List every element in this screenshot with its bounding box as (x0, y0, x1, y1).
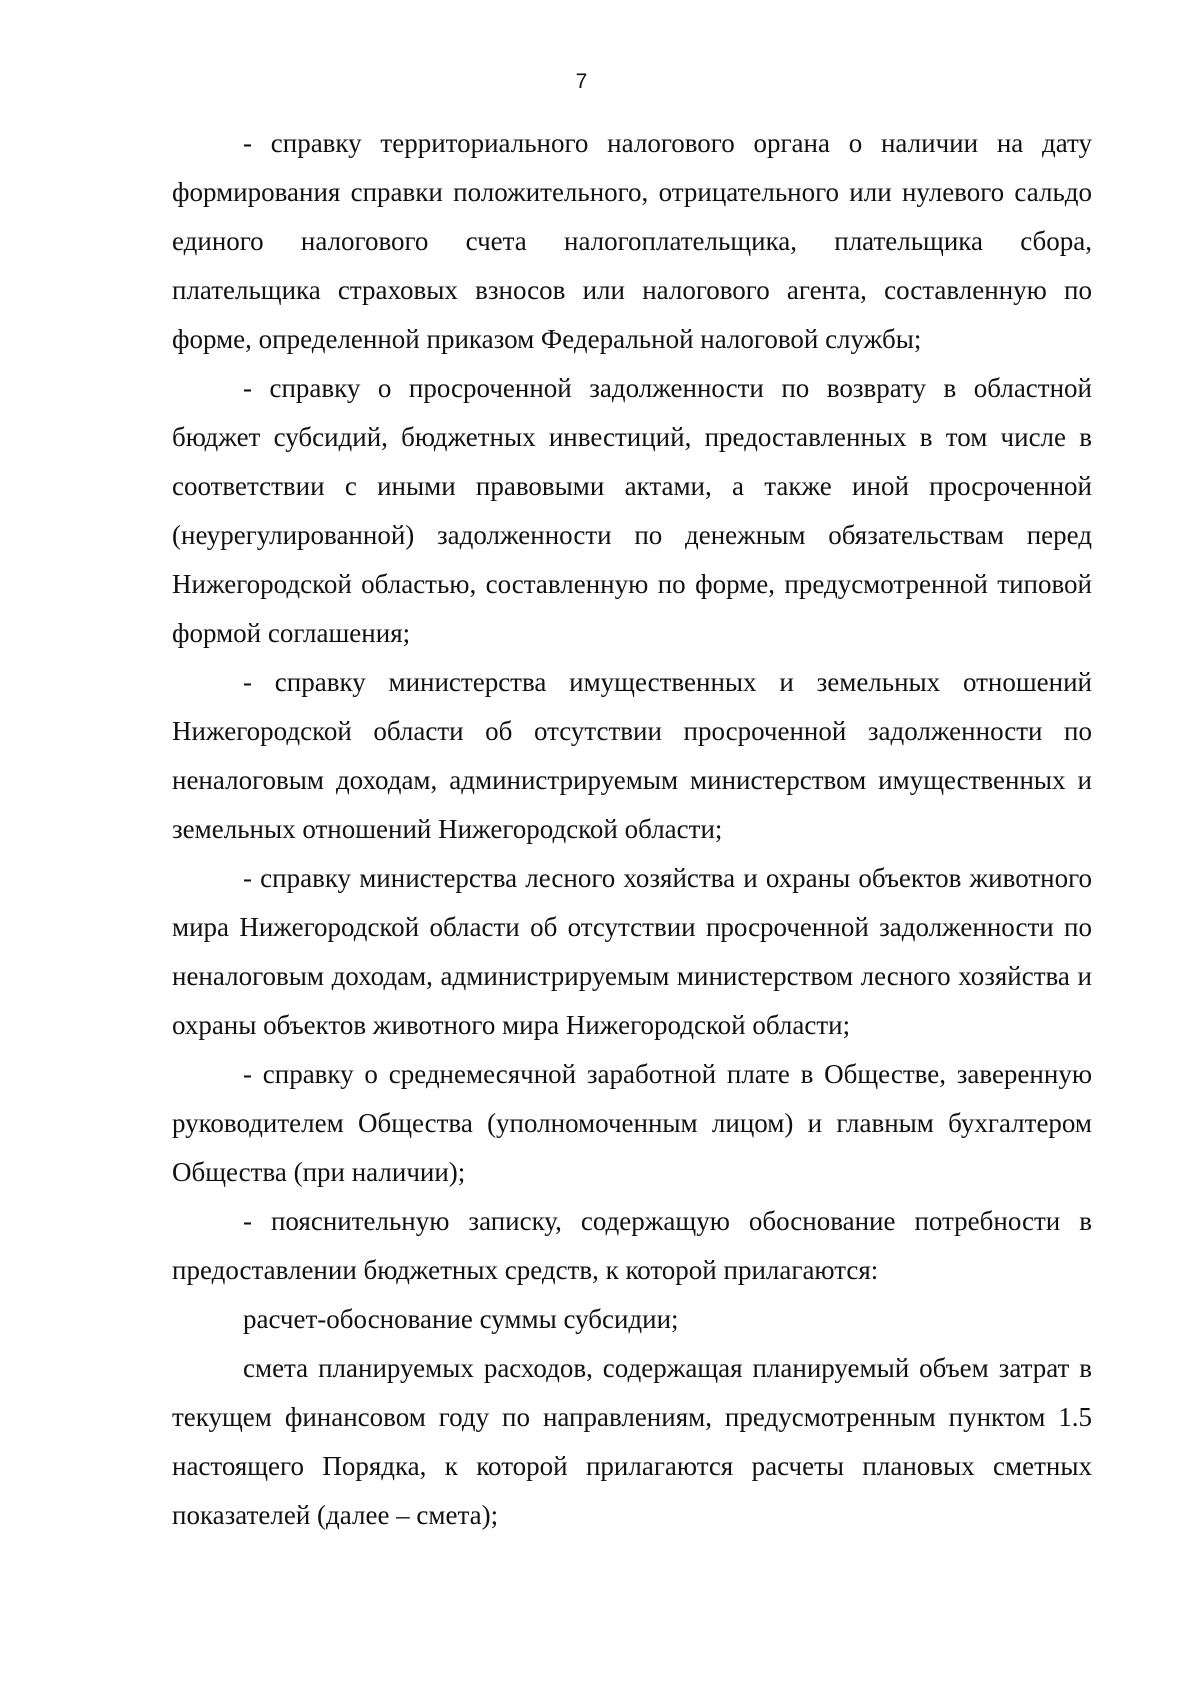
paragraph-explanatory-note: - пояснительную записку, содержащую обоснование потребности в предоставлении бюджетных средств, к которой прилагаются: (172, 1206, 1092, 1285)
paragraph-tax-certificate: - справку территориального налогового органа о наличии на дату формирования справки положительного, отрицательного или нулевого сальдо единого налогового счета налогоплательщика, плательщика сбора, плательщика страховых взносов или налогового агента, составленную по форме, определенной приказом Федеральной налоговой службы; (172, 128, 1092, 354)
page-number: 7 (575, 70, 588, 93)
paragraph-overdue-debt-certificate: - справку о просроченной задолженности по возврату в областной бюджет субсидий, бюджетных инвестиций, предоставленных в том числе в соответствии с иными правовыми актами, а также иной просроченной (неурегулированной) задолженности по денежным обязательствам перед Нижегородской областью, составленную по форме, предусмотренной типовой формой соглашения; (172, 373, 1092, 648)
paragraph-salary-certificate: - справку о среднемесячной заработной плате в Обществе, заверенную руководителем Общества (уполномоченным лицом) и главным бухгалтером Общества (при наличии); (172, 1059, 1092, 1187)
paragraph-subsidy-calculation: расчет-обоснование суммы субсидии; (243, 1304, 679, 1334)
paragraph-forestry-ministry-certificate: - справку министерства лесного хозяйства и охраны объектов животного мира Нижегородской области об отсутствии просроченной задолженности по неналоговым доходам, администрируемым министерством лесного хозяйства и охраны объектов животного мира Нижегородской области; (172, 863, 1092, 1040)
paragraph-expense-estimate: смета планируемых расходов, содержащая планируемый объем затрат в текущем финансовом году по направлениям, предусмотренным пунктом 1.5 настоящего Порядка, к которой прилагаются расчеты плановых сметных показателей (далее – смета); (172, 1353, 1092, 1530)
document-body (172, 119, 1092, 1540)
paragraph-property-ministry-certificate: - справку министерства имущественных и земельных отношений Нижегородской области об отсутствии просроченной задолженности по неналоговым доходам, администрируемым министерством имущественных и земельных отношений Нижегородской области; (172, 667, 1092, 844)
